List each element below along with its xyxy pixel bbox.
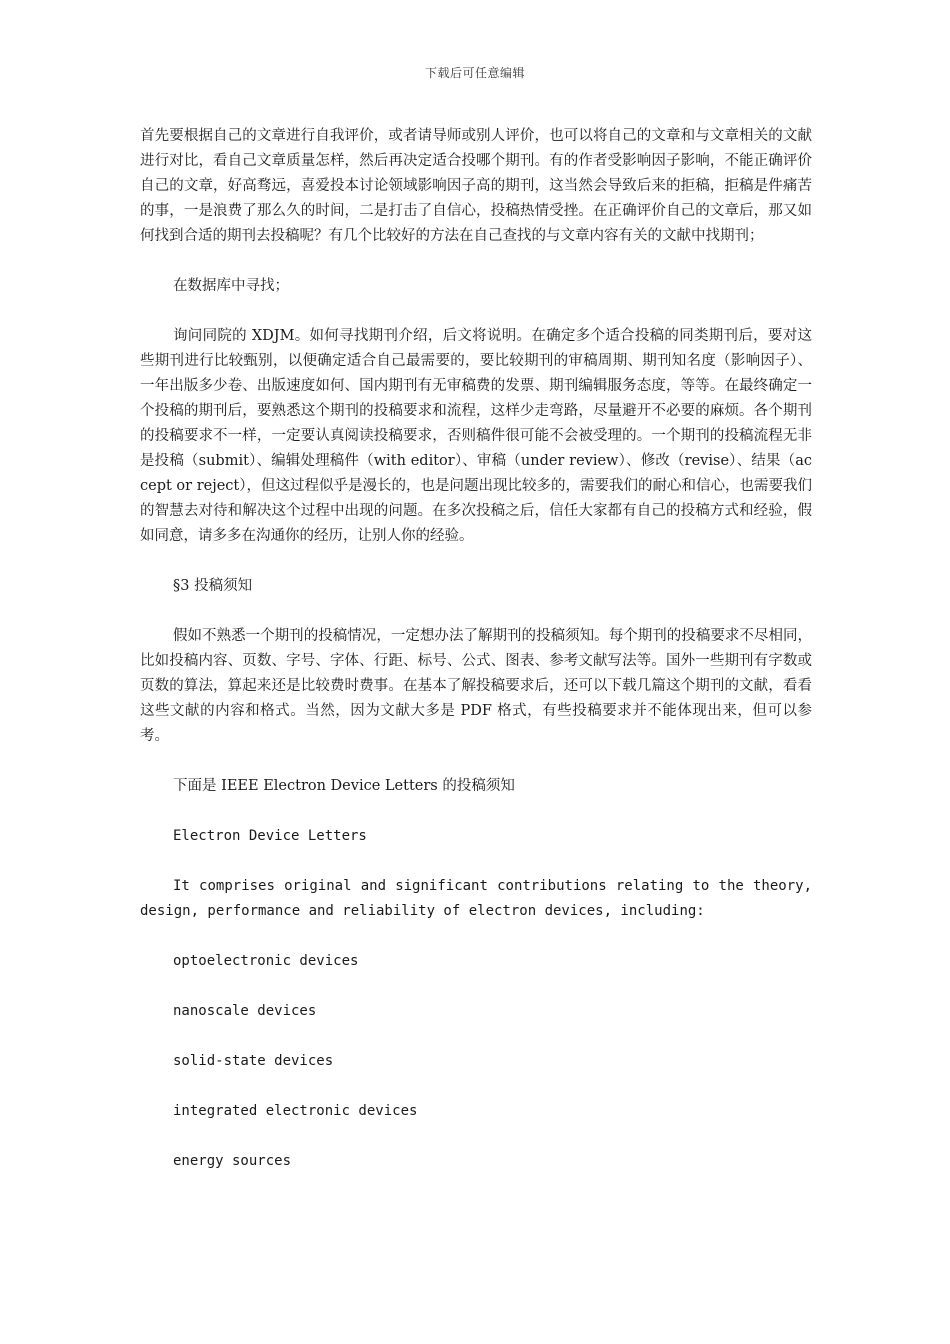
page-header: 下载后可任意编辑	[424, 66, 525, 80]
journal-name: Electron Device Letters	[173, 828, 367, 844]
paragraph-submission-notes: 假如不熟悉一个期刊的投稿情况，一定想办法了解期刊的投稿须知。每个期刊的投稿要求不尽相同，比如投稿内容、页数、字号、字体、行距、标号、公式、图表、参考文献写法等。国外一些期刊有字数或页数的算法，算起来还是比较费时费事。在基本了解投稿要求后，还可以下载几篇这个期刊的文献，看看这些文献的内容和格式。当然，因为文献大多是 PDF 格式，有些投稿要求并不能体现出来，但可以参考。	[140, 628, 812, 744]
topic-list	[140, 949, 812, 1174]
paragraph-scope: It comprises original and significant contributions relating to the theory, design, performance and reliability of electron devices, including:	[140, 878, 812, 919]
document-body	[140, 124, 812, 1199]
list-item: optoelectronic devices	[173, 953, 359, 969]
section-heading-submission-notes: §3 投稿须知	[173, 578, 253, 594]
paragraph-database-search: 在数据库中寻找；	[173, 278, 289, 294]
list-item: integrated electronic devices	[173, 1103, 418, 1119]
list-item: energy sources	[173, 1153, 292, 1169]
paragraph-ask-colleagues: 询问同院的 XDJM。如何寻找期刊介绍，后文将说明。在确定多个适合投稿的同类期刊后，要对这些期刊进行比较甄别，以便确定适合自己最需要的，要比较期刊的审稿周期、期刊知名度（影响因子）、一年出版多少卷、出版速度如何、国内期刊有无审稿费的发票、期刊编辑服务态度，等等。在最终确定一个投稿的期刊后，要熟悉这个期刊的投稿要求和流程，这样少走弯路，尽量避开不必要的麻烦。各个期刊的投稿要求不一样，一定要认真阅读投稿要求，否则稿件很可能不会被受理的。一个期刊的投稿流程无非是投稿（submit）、编辑处理稿件（with editor）、审稿（under review）、修改（revise）、结果（accept or reject），但这过程似乎是漫长的，也是问题出现比较多的，需要我们的耐心和信心，也需要我们的智慧去对待和解决这个过程中出现的问题。在多次投稿之后，信任大家都有自己的投稿方式和经验，假如同意，请多多在沟通你的经历，让别人你的经验。	[140, 328, 812, 544]
list-item: nanoscale devices	[173, 1003, 317, 1019]
list-item: solid-state devices	[173, 1053, 334, 1069]
paragraph-ieee-intro: 下面是 IEEE Electron Device Letters 的投稿须知	[173, 778, 515, 794]
paragraph-evaluate-article: 首先要根据自己的文章进行自我评价，或者请导师或别人评价，也可以将自己的文章和与文章相关的文献进行对比，看自己文章质量怎样，然后再决定适合投哪个期刊。有的作者受影响因子影响，不能正确评价自己的文章，好高骛远，喜爱投本讨论领域影响因子高的期刊，这当然会导致后来的拒稿，拒稿是件痛苦的事，一是浪费了那么久的时间，二是打击了自信心，投稿热情受挫。在正确评价自己的文章后，那又如何找到合适的期刊去投稿呢？有几个比较好的方法在自己查找的与文章内容有关的文献中找期刊；	[140, 128, 812, 244]
